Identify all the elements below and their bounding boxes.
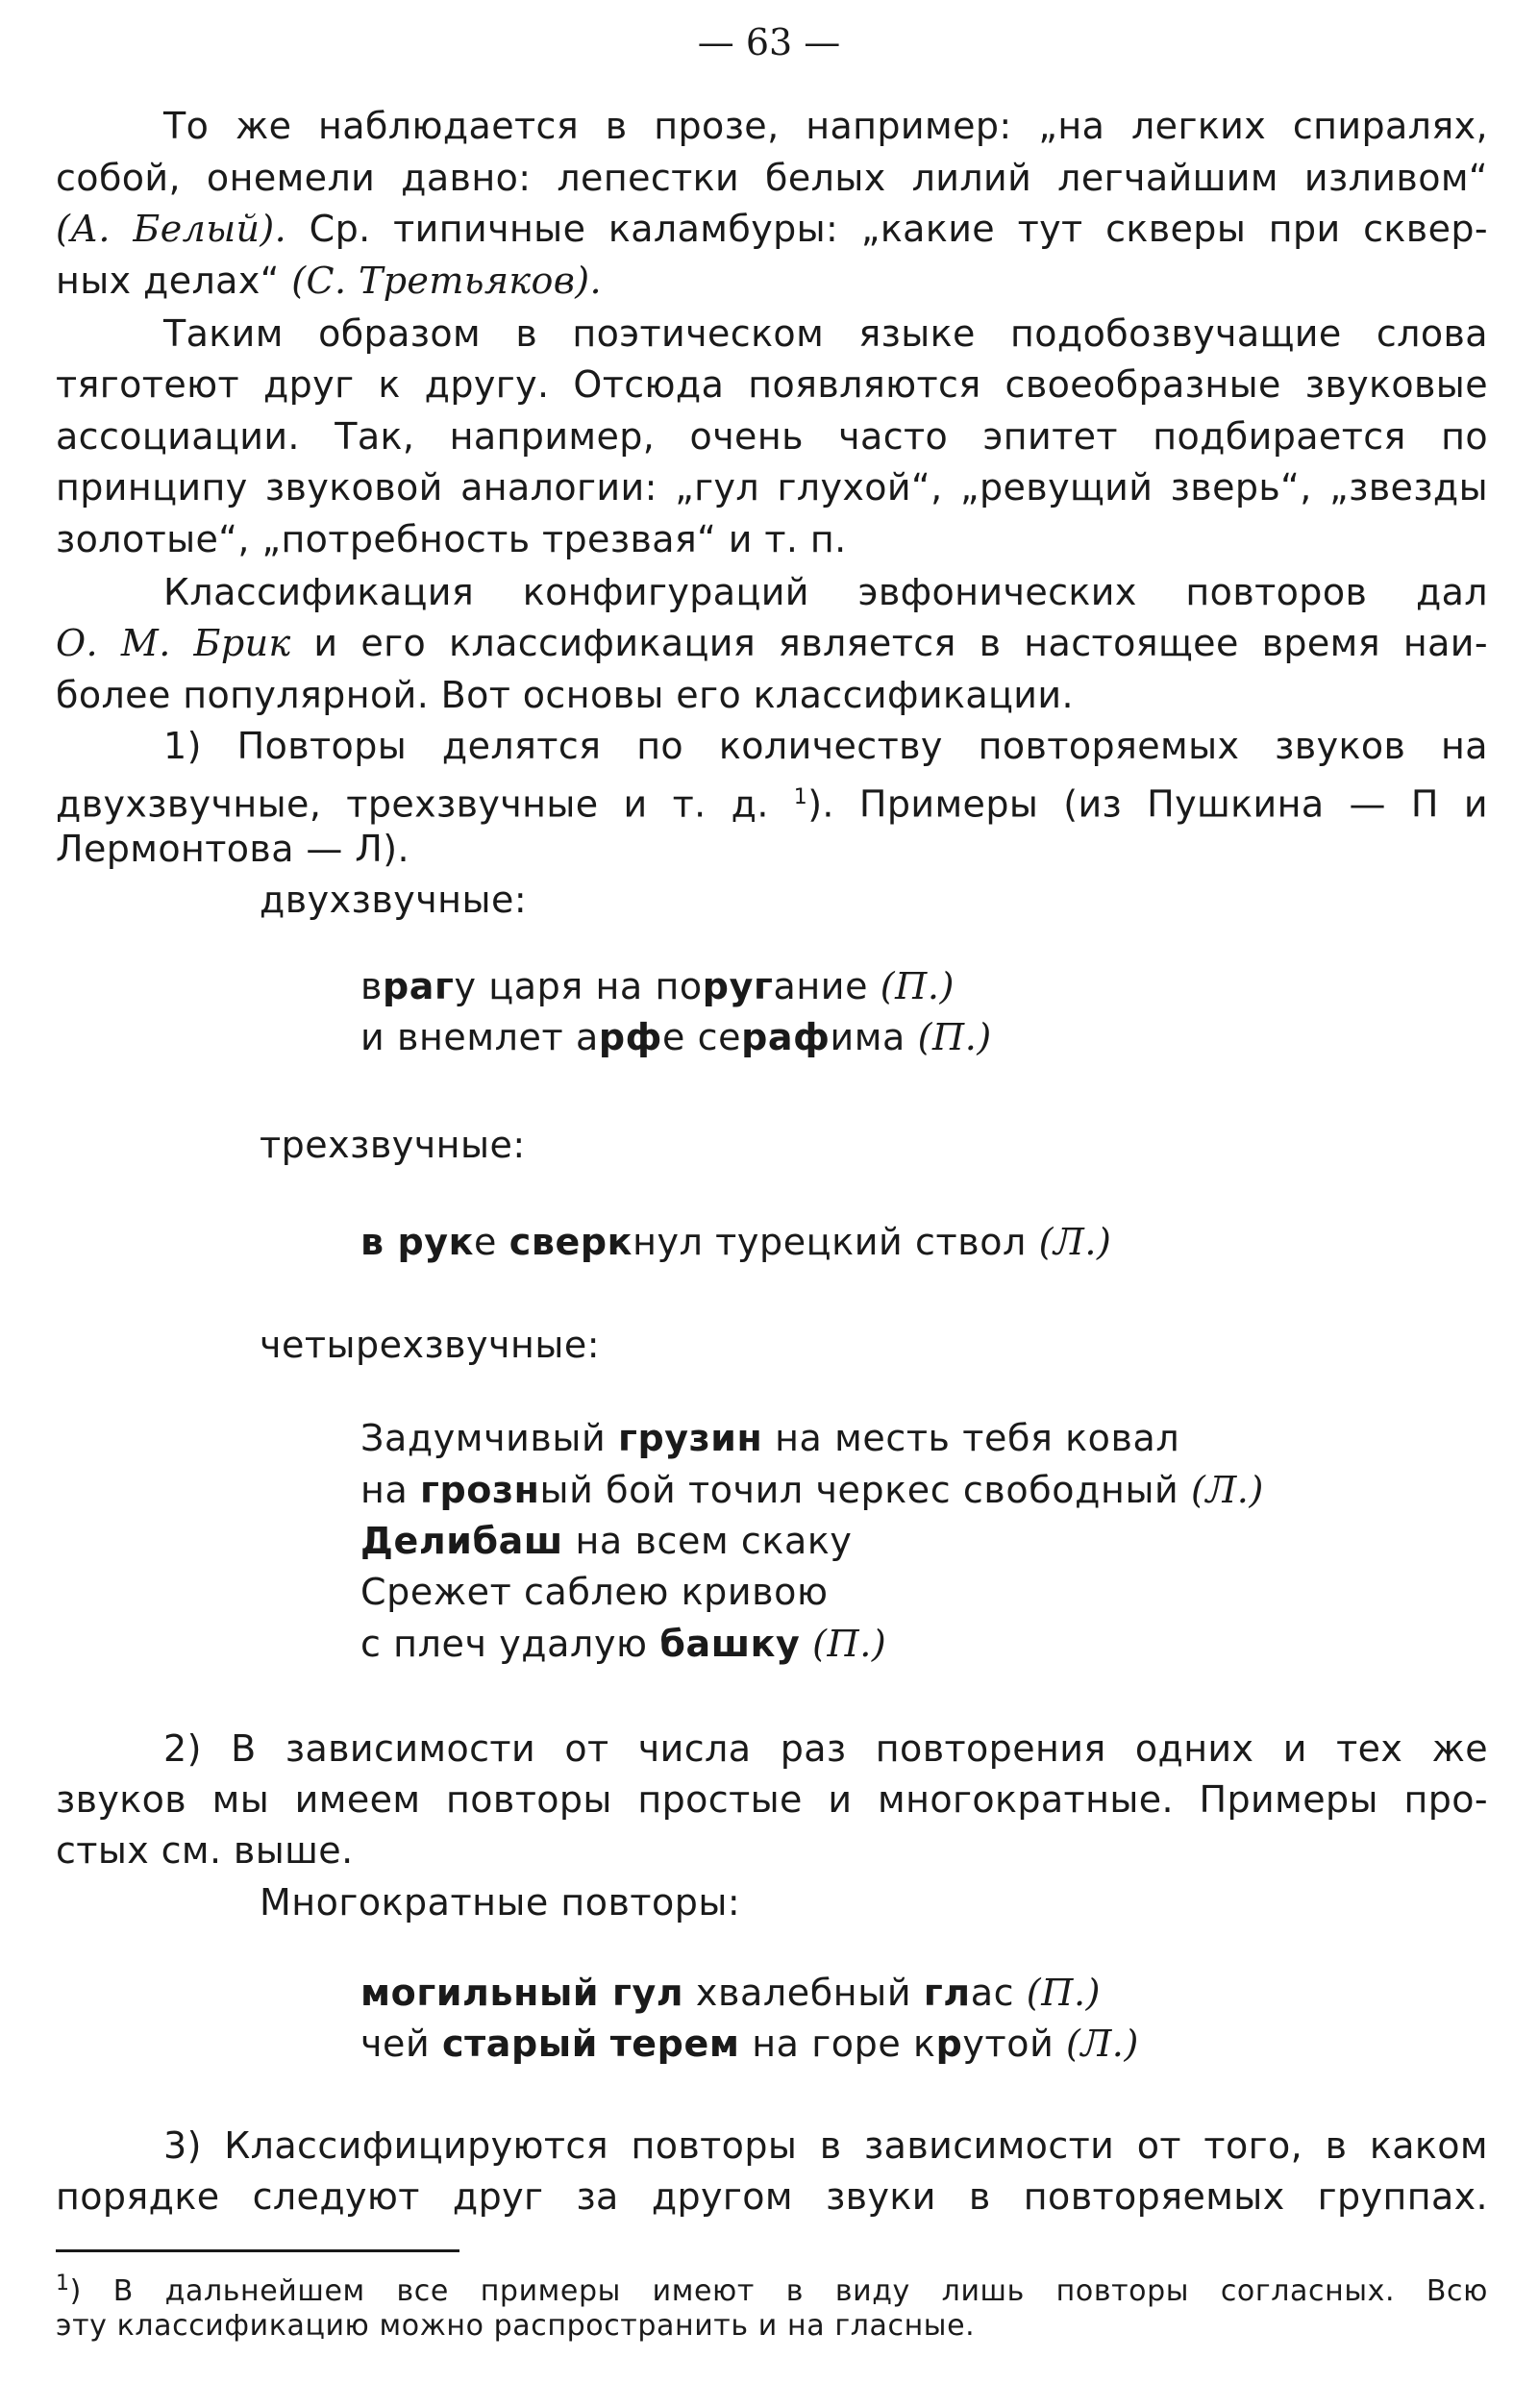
text-line: золотые“, „потребность трезвая“ и т. п. [56, 518, 847, 560]
category-label: трехзвучные: [260, 1124, 526, 1166]
verse-line: Срежет саблею кривою [360, 1571, 829, 1613]
footnote-line: $^1$) В дальнейшем все примеры имеют в виду лишь повторы согласных. Всю [56, 2271, 1488, 2308]
text-line: О. М. Брик и его классификация является в настоящее время наи- [56, 622, 1489, 664]
footnote-line: эту классификацию можно распространить и на гласные. [56, 2309, 976, 2343]
footnote-divider [56, 2249, 459, 2252]
category-label: двухзвучные: [260, 879, 528, 921]
text-line: звуков мы имеем повторы простые и многократные. Примеры про- [56, 1778, 1488, 1821]
text-line: То же наблюдается в прозе, например: „на легких спиралях, [163, 105, 1488, 147]
verse-line: Задумчивый грузин на месть тебя ковал [360, 1417, 1180, 1459]
author-name: (А. Белый). [56, 208, 287, 250]
text-line: принципу звуковой аналогии: „гул глухой“, „ревущий зверь“, „звезды [56, 466, 1488, 509]
footnote-ref: 1 [793, 785, 808, 809]
category-label: четырехзвучные: [260, 1324, 601, 1366]
text-line: Таким образом в поэтическом языке подобозвучащие слова [163, 312, 1488, 355]
text-line: Лермонтова — Л). [56, 828, 409, 870]
verse-line: могильный гул хвалебный глас (П.) [360, 1972, 1102, 2014]
author-name: (С. Третьяков). [291, 260, 602, 302]
text-line: 3) Классифицируются повторы в зависимости от того, в каком [163, 2124, 1488, 2167]
text-line: ассоциации. Так, например, очень часто эпитет подбирается по [56, 415, 1488, 458]
text-line: порядке следуют друг за другом звуки в повторяемых группах. [56, 2175, 1488, 2218]
text-line: 2) В зависимости от числа раз повторения одних и тех же [163, 1727, 1488, 1770]
text-line: тяготеют друг к другу. Отсюда появляются своеобразные звуковые [56, 363, 1488, 406]
text-line: собой, онемели давно: лепестки белых лилий легчайшим изливом“ [56, 157, 1488, 199]
text-line: Классификация конфигураций эвфонических повторов дал [163, 571, 1488, 613]
text-line: стых см. выше. [56, 1829, 354, 1872]
verse-line: чей старый терем на горе крутой (Л.) [360, 2023, 1139, 2065]
verse-line: Делибаш на всем скаку [360, 1520, 853, 1562]
text-line: 1) Повторы делятся по количеству повторяемых звуков на [163, 725, 1488, 767]
footnote-mark: 1 [56, 2271, 70, 2296]
verse-line: и внемлет арфе серафима (П.) [360, 1016, 992, 1058]
verse-line: с плеч удалую башку (П.) [360, 1623, 887, 1665]
verse-line: в руке сверкнул турецкий ствол (Л.) [360, 1221, 1112, 1263]
text-line: ных делах“ (С. Третьяков). [56, 260, 602, 302]
category-label: Многократные повторы: [260, 1881, 741, 1924]
text-line: более популярной. Вот основы его классификации. [56, 674, 1074, 716]
page-number: — 63 — [697, 21, 841, 63]
text-line: (А. Белый). Ср. типичные каламбуры: „какие тут скверы при сквер- [56, 208, 1488, 250]
text-line: двухзвучные, трехзвучные и т. д. $^1$). Примеры (из Пушкина — П и [56, 782, 1488, 826]
verse-line: врагу царя на поругание (П.) [360, 965, 955, 1007]
verse-line: на грозный бой точил черкес свободный (Л.) [360, 1469, 1264, 1511]
author-name: О. М. Брик [56, 622, 291, 664]
